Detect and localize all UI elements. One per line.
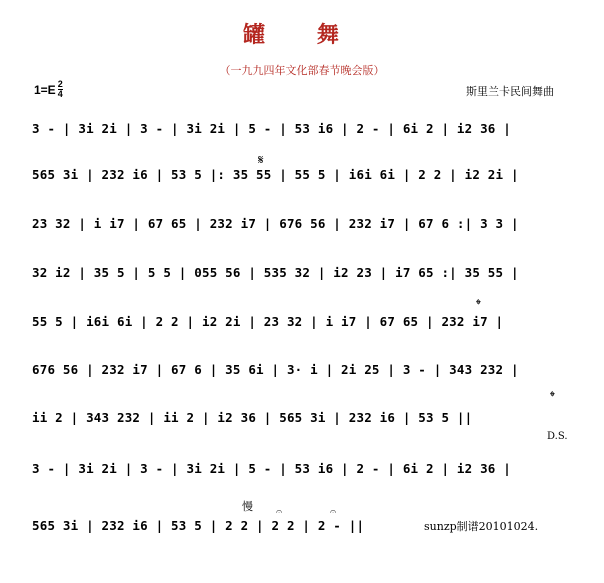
notation-line-7: ii 2 | 343 232 | ii 2 | i2 36 | 565 3i | 232 i6 | 53 5 || — [32, 410, 473, 425]
coda-icon: 𝄌 — [550, 388, 555, 404]
notation-line-5: 55 5 | i6i 6i | 2 2 | i2 2i | 23 32 | i i7 | 67 65 | 232 i7 | — [32, 314, 504, 329]
notation-line-2: 565 3i | 232 i6 | 53 5 |: 35 55 | 55 5 | i6i 6i | 2 2 | i2 2i | — [32, 167, 519, 182]
fermata-icon: 𝄐 — [330, 506, 337, 518]
notation-line-8: 3 - | 3i 2i | 3 - | 3i 2i | 5 - | 53 i6 | 2 - | 6i 2 | i2 36 | — [32, 461, 511, 476]
notation-line-3: 23 32 | i i7 | 67 65 | 232 i7 | 676 56 | 232 i7 | 67 6 :| 3 3 | — [32, 216, 519, 231]
notation-line-4: 32 i2 | 35 5 | 5 5 | 055 56 | 535 32 | i2 23 | i7 65 :| 35 55 | — [32, 265, 519, 280]
time-denominator: 4 — [57, 89, 63, 99]
fermata-icon: 𝄐 — [276, 506, 283, 518]
notation-line-9: 565 3i | 232 i6 | 53 5 | 2 2 | 2 2 | 2 - || — [32, 518, 365, 533]
composer-credit: 斯里兰卡民间舞曲 — [466, 85, 554, 98]
song-title: 罐 舞 — [243, 22, 361, 48]
segno-icon: 𝄋 — [258, 152, 264, 167]
key-signature — [34, 80, 63, 99]
transcriber-credit: sunzp制谱20101024. — [424, 520, 539, 533]
notation-line-6: 676 56 | 232 i7 | 67 6 | 35 6i | 3· i | 2i 25 | 3 - | 343 232 | — [32, 362, 519, 377]
notation-line-1: 3 - | 3i 2i | 3 - | 3i 2i | 5 - | 53 i6 | 2 - | 6i 2 | i2 36 | — [32, 121, 511, 136]
version-subtitle: （一九九四年文化部春节晚会版） — [219, 64, 385, 77]
ds-marking: D.S. — [547, 431, 568, 442]
tempo-slow-marking: 慢 — [242, 500, 253, 513]
coda-icon: 𝄌 — [476, 296, 481, 312]
time-numerator: 2 — [57, 79, 63, 89]
key-label: 1=E — [34, 82, 56, 97]
time-signature — [58, 80, 63, 99]
